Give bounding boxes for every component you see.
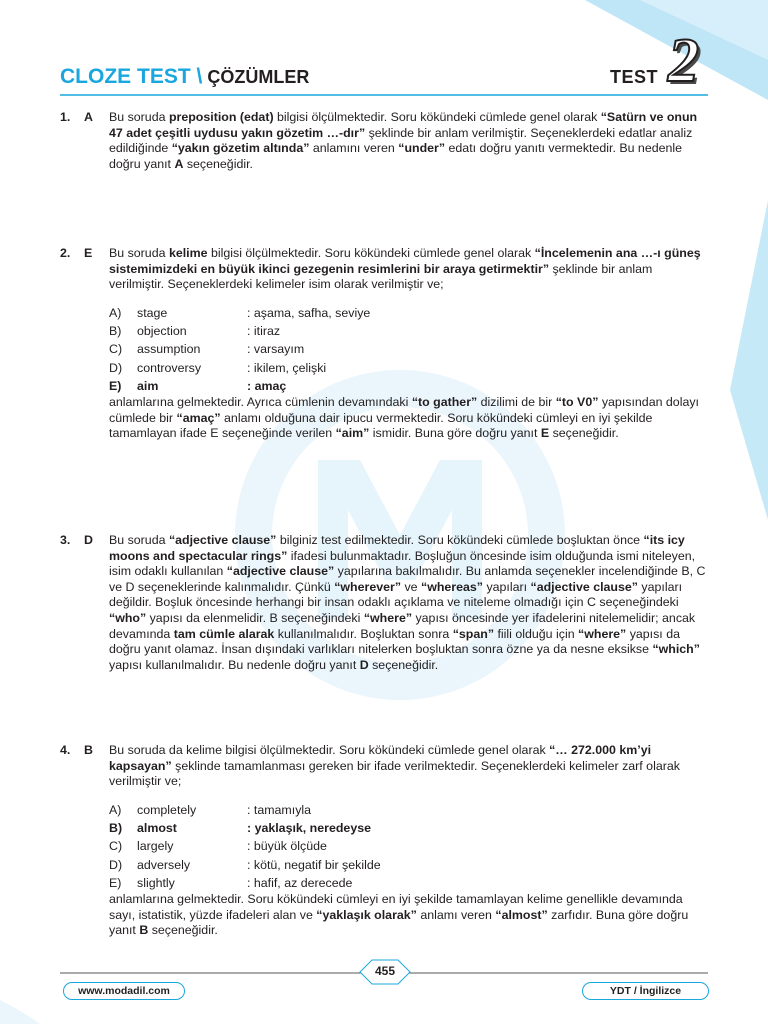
emphasis-text: “its icy moons and spectacular rings”: [109, 533, 685, 563]
option-row: [109, 377, 710, 395]
question-4: [60, 743, 710, 939]
option-letter: C): [109, 839, 123, 854]
option-row: [109, 359, 710, 377]
option-meaning: : yaklaşık, neredeyse: [247, 821, 371, 836]
emphasis-text: “which”: [652, 642, 700, 657]
option-letter: D): [109, 360, 123, 375]
emphasis-text: “adjective clause”: [226, 564, 335, 579]
emphasis-text: “almost”: [495, 907, 548, 922]
question-answer: B: [84, 743, 93, 757]
emphasis-text: “span”: [452, 626, 495, 641]
emphasis-text: “adjective clause”: [530, 579, 638, 594]
question-number: 4.: [60, 743, 71, 757]
option-meaning: : varsayım: [247, 342, 305, 357]
question-explanation: Bu soruda kelime bilgisi ölçülmektedir. Soru kökündeki cümlede genel olarak “İncelemenin ana …-ı güneş sistemimizdeki en büyük ikinci gezegenin resimlerini bir araya getirmektir” şeklinde bir anlam verilmiştir. Seçeneklerdeki kelimeler isim olarak verilmiştir ve;: [109, 246, 701, 292]
option-letter: C): [109, 342, 123, 357]
emphasis-text: “wherever”: [334, 579, 402, 594]
option-letter: E): [109, 875, 122, 890]
emphasis-text: “yakın gözetim altında”: [171, 141, 310, 156]
emphasis-text: “… 272.000 km’yi kapsayan”: [109, 743, 652, 773]
corner-curve-bottom: [0, 1000, 40, 1024]
option-row: [109, 819, 710, 837]
emphasis-text: B: [139, 923, 149, 938]
option-word: stage: [137, 305, 168, 320]
emphasis-text: “adjective clause”: [168, 533, 277, 547]
option-word: slightly: [137, 875, 175, 890]
question-number: 3.: [60, 533, 71, 547]
option-meaning: : tamamıyla: [247, 802, 312, 817]
option-row: [109, 340, 710, 358]
emphasis-text: “under”: [398, 141, 446, 156]
option-letter: B): [109, 821, 123, 836]
option-word: aim: [137, 378, 159, 393]
emphasis-text: tam cümle alarak: [173, 626, 275, 641]
emphasis-text: E: [540, 426, 550, 441]
question-answer: E: [84, 246, 93, 260]
emphasis-text: “where”: [578, 626, 627, 641]
option-word: completely: [137, 802, 197, 817]
option-row: [109, 837, 710, 855]
question-explanation: Bu soruda “adjective clause” bilginiz test edilmektedir. Soru kökündeki cümlede boşluktan önce “its icy moons and spectacular rings” ifadesi bulunmaktadır. Boşluğun öncesinde isim olduğunda ismi niteleyen, isim odaklı kullanılan “adjective clause” yapılarına bakılmalıdır. Bu anlamda seçenekler incelendiğinde B, C ve D seçeneklerinde kalınmalıdır. Çünkü “wherever” ve “whereas” yapıları “adjective clause” yapıları değildir. Boşluk öncesinde herhangi bir insan odaklı açıklama ve niteleme olmadığı için C seçeneğindeki “who” yapısı da elenmelidir. B seçeneğindeki “where” yapısı öncesinde yer ifadelerini nitelemelidir; ancak devamında tam cümle alarak kullanılmalıdır. Boşluktan sonra “span” fiili olduğu için “where” yapısı da doğru yanıt olamaz. İnsan dışındaki varlıkları nitelerken boşluktan sonra özne ya da nesne eksikse “which” yapısı kullanılmalıdır. Bu nedenle doğru yanıt D seçeneğidir.: [109, 533, 706, 672]
option-meaning: : amaç: [247, 378, 287, 393]
options-list: [109, 304, 710, 395]
question-answer: D: [84, 533, 93, 547]
emphasis-text: “İncelemenin ana …-ı güneş sistemimizdeki en büyük ikinci gezegenin resimlerini bir araya getirmektir”: [109, 246, 701, 276]
option-letter: B): [109, 324, 122, 339]
question-explanation: Bu soruda preposition (edat) bilgisi ölçülmektedir. Soru kökündeki cümlede genel olarak “Satürn ve onun 47 adet çeşitli uydusu yakın gözetim …-dır” şeklinde bir anlam verilmiştir. Seçeneklerdeki edatlar analiz edildiğinde “yakın gözetim altında” anlamını veren “under” edatı doğru yanıtı vermektedir. Bu nedenle doğru yanıt A seçeneğidir.: [109, 110, 698, 171]
option-row: [109, 322, 710, 340]
question-answer: A: [84, 110, 93, 124]
option-meaning: : ikilem, çelişki: [247, 360, 327, 375]
emphasis-text: “amaç”: [176, 410, 221, 425]
option-letter: E): [109, 378, 122, 393]
footer-website[interactable]: www.modadil.com: [63, 982, 185, 1000]
emphasis-text: preposition (edat): [168, 110, 274, 124]
option-meaning: : hafif, az derecede: [247, 875, 353, 890]
emphasis-text: kelime: [168, 246, 208, 260]
emphasis-text: “aim”: [335, 426, 370, 441]
test-number: 2: [668, 27, 699, 95]
footer-section-label: YDT / İngilizce: [582, 982, 709, 1000]
page-title: [60, 64, 309, 90]
option-meaning: : itiraz: [247, 324, 281, 339]
option-row: [109, 801, 710, 819]
question-2: [60, 246, 710, 442]
option-word: controversy: [137, 360, 202, 375]
option-word: largely: [137, 839, 174, 854]
test-label: TEST: [610, 67, 659, 87]
emphasis-text: A: [174, 156, 184, 171]
question-3: [60, 533, 710, 673]
question-conclusion: anlamlarına gelmektedir. Soru kökündeki cümleyi en iyi şekilde tamamlayan kelime genellikle devamında sayı, istatistik, yüzde ifadeleri alan ve “yaklaşık olarak” anlamı veren “almost” zarfıdır. Buna göre doğru yanıt B seçeneğidir.: [109, 892, 689, 938]
title-main: CLOZE TEST \: [60, 65, 203, 88]
emphasis-text: “who”: [109, 610, 147, 625]
emphasis-text: “yaklaşık olarak”: [316, 907, 417, 922]
options-list: [109, 801, 710, 892]
question-1: [60, 110, 710, 172]
question-explanation: Bu soruda da kelime bilgisi ölçülmektedir. Soru kökündeki cümlede genel olarak “… 272.000 km’yi kapsayan” şeklinde tamamlanması gereken bir ifade verilmektedir. Seçeneklerdeki kelimeler zarf olarak verilmiştir ve;: [109, 743, 680, 789]
question-number: 1.: [60, 110, 71, 124]
option-letter: D): [109, 857, 123, 872]
emphasis-text: “where”: [363, 610, 413, 625]
emphasis-text: “Satürn ve onun 47 adet çeşitli uydusu yakın gözetim …-dır”: [109, 110, 698, 140]
emphasis-text: D: [359, 657, 369, 672]
option-word: assumption: [137, 342, 201, 357]
option-letter: A): [109, 305, 122, 320]
emphasis-text: “whereas”: [421, 579, 483, 594]
option-row: [109, 304, 710, 322]
option-word: objection: [137, 324, 187, 339]
emphasis-text: “to V0”: [555, 395, 599, 410]
option-word: adversely: [137, 857, 191, 872]
emphasis-text: “to gather”: [411, 395, 478, 410]
option-letter: A): [109, 802, 122, 817]
option-row: [109, 874, 710, 892]
page-number: 455: [374, 964, 396, 978]
question-number: 2.: [60, 246, 71, 260]
title-sub: ÇÖZÜMLER: [202, 67, 310, 87]
question-conclusion: anlamlarına gelmektedir. Ayrıca cümlenin devamındaki “to gather” dizilimi de bir “to V0” yapısından dolayı cümlede bir “amaç” anlamı olduğuna dair ipucu vermektedir. Soru kökündeki cümleyi en iyi şekilde tamamlayan ifade E seçeneğinde verilen “aim” ismidir. Buna göre doğru yanıt E seçeneğidir.: [109, 395, 699, 441]
side-shape-right: [730, 200, 768, 520]
option-word: almost: [137, 821, 177, 836]
option-meaning: : kötü, negatif bir şekilde: [247, 857, 381, 872]
option-meaning: : büyük ölçüde: [247, 839, 327, 854]
option-row: [109, 856, 710, 874]
option-meaning: : aşama, safha, seviye: [247, 305, 371, 320]
